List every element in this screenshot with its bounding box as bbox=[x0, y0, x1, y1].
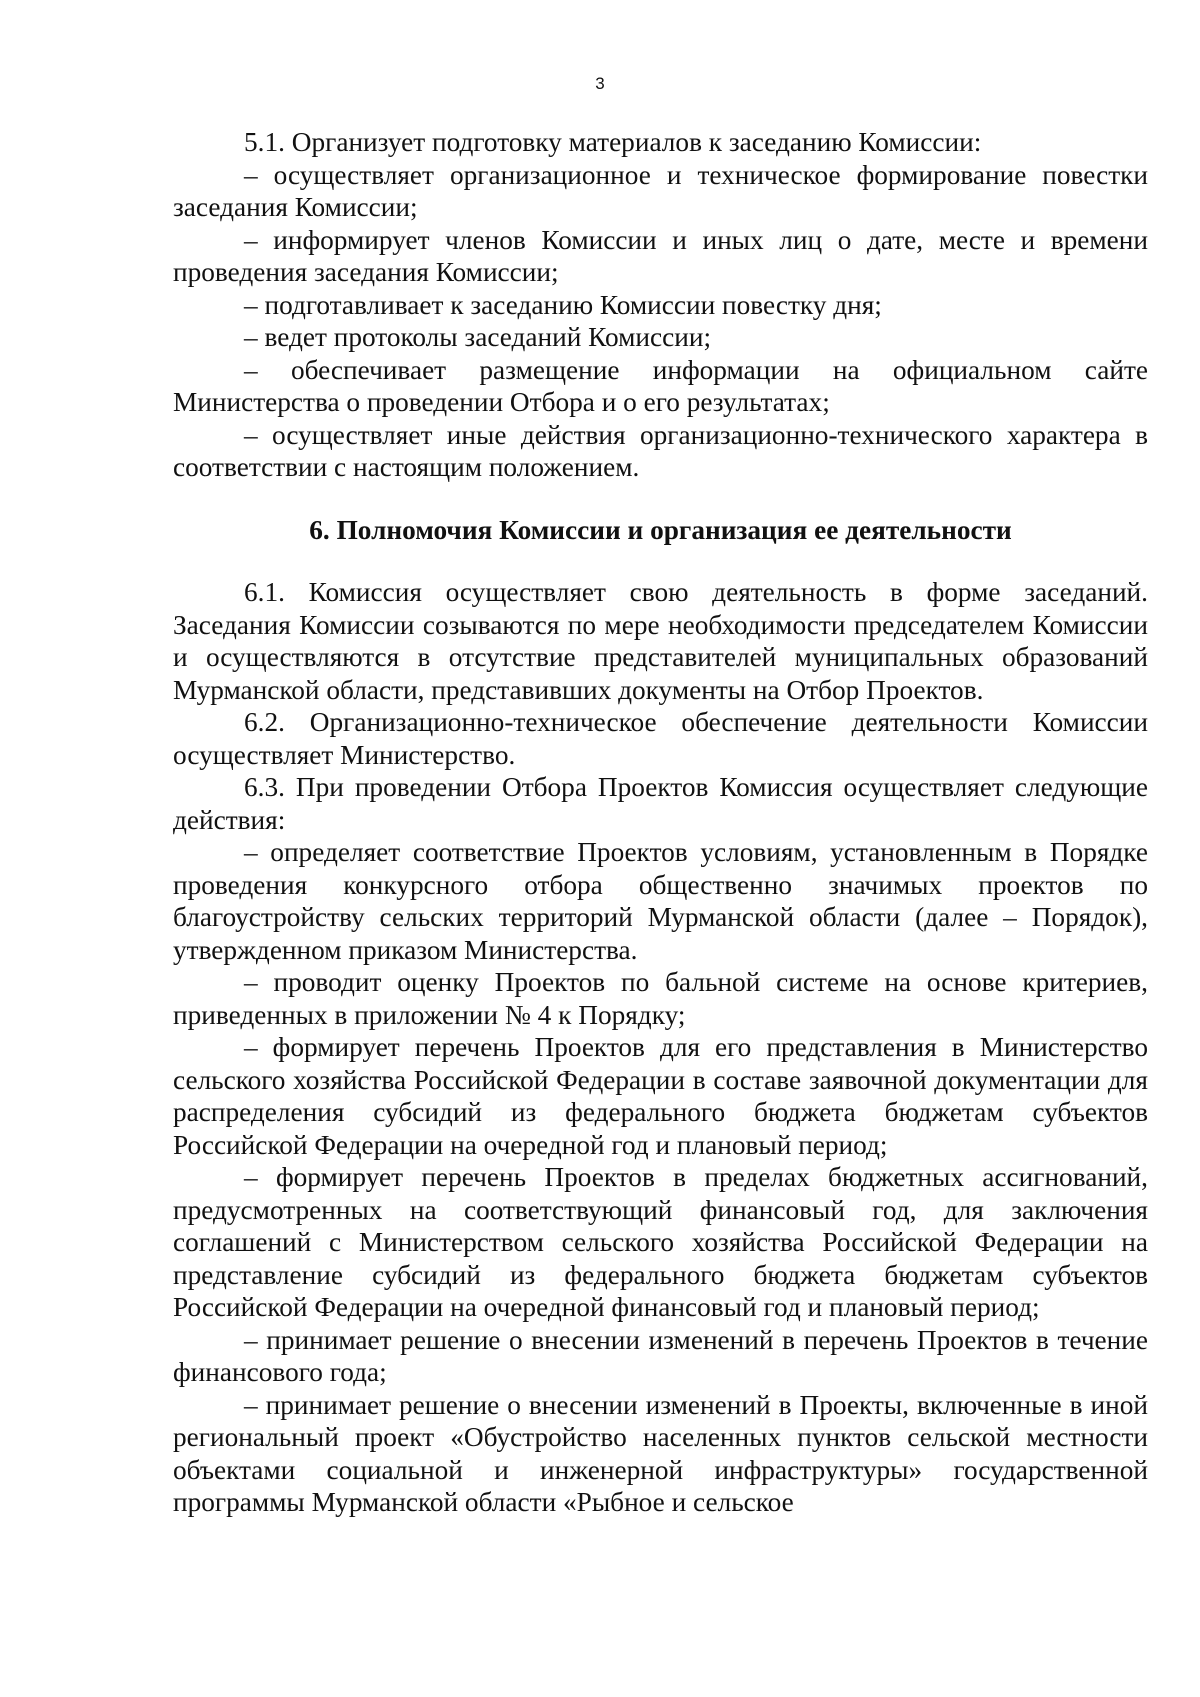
section-6-heading: 6. Полномочия Комиссии и организация ее деятельности bbox=[309, 514, 1012, 545]
list-item-keep-minutes: – ведет протоколы заседаний Комиссии; bbox=[244, 322, 712, 352]
list-item-form-list-ministry: – формирует перечень Проектов для его представления в Министерство сельского хозяйства Российской Федерации в составе заявочной документации для распределения субсидий из федерального бюджета бюджетам субъектов Российской Федерации на очередной год и плановый период; bbox=[173, 1032, 1148, 1160]
list-item-change-list: – принимает решение о внесении изменений в перечень Проектов в течение финансового года; bbox=[173, 1324, 1148, 1387]
paragraph-6-2: 6.2. Организационно-техническое обеспечение деятельности Комиссии осуществляет Министерство. bbox=[173, 707, 1148, 770]
paragraph-6-1: 6.1. Комиссия осуществляет свою деятельность в форме заседаний. Заседания Комиссии созываются по мере необходимости председателем Комиссии и осуществляются в отсутствие представителей муниципальных образований Мурманской области, представивших документы на Отбор Проектов. bbox=[173, 577, 1148, 705]
list-item-change-projects: – принимает решение о внесении изменений в Проекты, включенные в иной региональный проект «Обустройство населенных пунктов сельской местности объектами социальной и инженерной инфраструктуры» государственной программы Мурманской области «Рыбное и сельское bbox=[173, 1389, 1148, 1517]
list-item-evaluate-projects: – проводит оценку Проектов по бальной системе на основе критериев, приведенных в приложении № 4 к Порядку; bbox=[173, 967, 1148, 1030]
list-item-publish-info: – обеспечивает размещение информации на официальном сайте Министерства о проведении Отбора и о его результатах; bbox=[173, 354, 1148, 417]
list-item-form-list-budget: – формирует перечень Проектов в пределах бюджетных ассигнований, предусмотренных на соответствующий финансовый год, для заключения соглашений с Министерством сельского хозяйства Российской Федерации на представление субсидий из федерального бюджета бюджетам субъектов Российской Федерации на очередной финансовый год и плановый период; bbox=[173, 1162, 1148, 1322]
list-item-prepare-agenda: – подготавливает к заседанию Комиссии повестку дня; bbox=[244, 289, 882, 320]
list-item-agenda-formation: – осуществляет организационное и техническое формирование повестки заседания Комиссии; bbox=[173, 159, 1148, 222]
list-item-determine-compliance: – определяет соответствие Проектов условиям, установленным в Порядке проведения конкурсного отбора общественно значимых проектов по благоустройству сельских территорий Мурманской области (далее – Порядок), утвержденном приказом Министерства. bbox=[173, 837, 1148, 965]
list-item-other-actions: – осуществляет иные действия организационно-технического характера в соответствии с настоящим положением. bbox=[173, 419, 1148, 482]
page-number: 3 bbox=[595, 74, 605, 93]
document-body bbox=[173, 126, 1148, 1519]
paragraph-5-1: 5.1. Организует подготовку материалов к заседанию Комиссии: bbox=[244, 127, 982, 157]
paragraph-6-3: 6.3. При проведении Отбора Проектов Комиссия осуществляет следующие действия: bbox=[173, 772, 1148, 835]
list-item-inform-members: – информирует членов Комиссии и иных лиц о дате, месте и времени проведения заседания Комиссии; bbox=[173, 224, 1148, 287]
